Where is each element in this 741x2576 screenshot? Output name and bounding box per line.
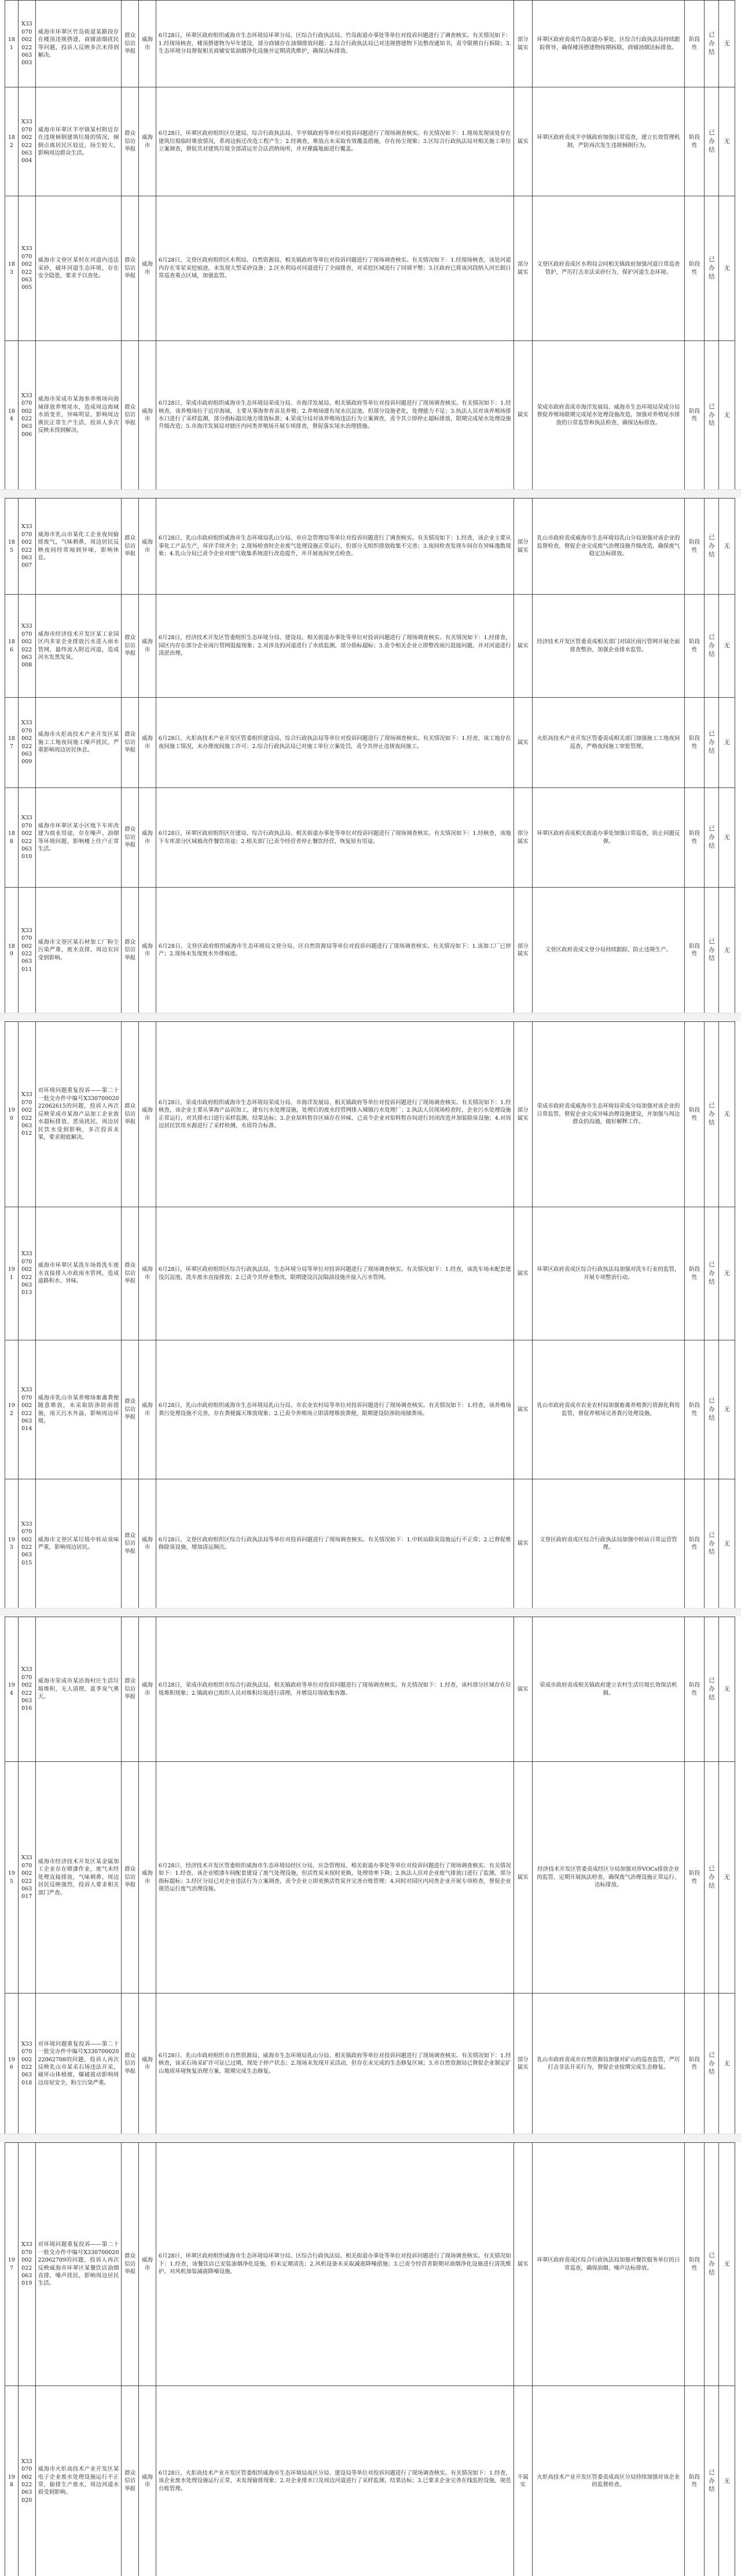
cell-responsible: 部分属实	[513, 1022, 532, 1207]
cell-responsible: 属实	[513, 1762, 532, 1994]
cell-type: 群众信访举报	[122, 2143, 139, 2386]
cell-status	[705, 2143, 719, 2386]
cell-resolution: 6月28日，乳山市政府组织威海市生态环境局乳山分局、市应急管理局等单位对投诉问题进行了调查核实。有关情况如下：1.经查，该企业主要从事化工产品生产，环评手续齐全；2.现场检查时企业废气处理设施正常运行，但部分无组织排放收集不完善；3.夜间检查发现车间存在异味逸散现象；4.乳山分局已责令企业对废气收集系统进行改造提升，并开展夜间突击检查。	[156, 499, 513, 595]
status-text: 已办结	[709, 825, 715, 849]
cell-status	[705, 788, 719, 888]
ledger-page	[0, 1021, 741, 1608]
cell-resolution: 6月28日，文登区政府组织威海市生态环境局文登分局、区自然资源局等单位对投诉问题进行了现场调查核实。有关情况如下：1.该加工厂已停产；2.现场未发现废水外排痕迹。	[156, 888, 513, 1013]
cell-code: X33070002022063007	[18, 499, 35, 595]
table-row	[5, 1994, 735, 2134]
misc-text: 无	[724, 1406, 730, 1413]
cell-rectification: 文登区政府责成区水利局会同相关镇政府加强河道日常巡查管护，严厉打击非法采砂行为，保护河道生态环境。	[532, 196, 684, 341]
cell-code: X33070002022063016	[18, 1617, 35, 1762]
cell-district: 威海市	[139, 1022, 156, 1207]
cell-resolution: 6月28日，荣成市政府组织市综合行政执法局、相关镇政府等单位对投诉问题进行了现场调查核实。有关情况如下：1.经查，该村部分区域存在垃圾堆积现象；2.镇政府已组织人员对堆积垃圾进行清理，并增设垃圾收集容器。	[156, 1617, 513, 1762]
cell-district: 威海市	[139, 2386, 156, 2576]
cell-summary: 威海市文登区某石材加工厂粉尘污染严重，废水直排，周边农田受到影响。	[35, 888, 122, 1013]
status-text: 已办结	[709, 31, 715, 56]
cell-summary: 威海市环翠区竹岛街道某路段存在楼顶违规搭建，商铺油烟扰民等问题，投诉人反映多次未得到解决。	[35, 1, 122, 87]
cell-type: 群众信访举报	[122, 595, 139, 698]
cell-responsible: 属实	[513, 1207, 532, 1340]
cell-no: 185	[5, 499, 19, 595]
cell-status	[705, 87, 719, 196]
cell-type: 群众信访举报	[122, 1479, 139, 1608]
cell-code: X33070002022063010	[18, 788, 35, 888]
cell-rectification: 乳山市政府责成市农业农村局加强畜禽养殖粪污资源化利用监管，督促养殖场完善粪污处理设施。	[532, 1340, 684, 1479]
cell-code: X33070002022063008	[18, 595, 35, 698]
cell-deadline: 阶段性	[684, 1994, 704, 2134]
cell-no: 195	[5, 1762, 19, 1994]
cell-deadline: 阶段性	[684, 1762, 704, 1994]
cell-responsible: 属实	[513, 87, 532, 196]
cell-misc	[719, 341, 735, 490]
misc-text: 无	[724, 543, 730, 550]
cell-code: X33070002022063011	[18, 888, 35, 1013]
cell-status	[705, 1479, 719, 1608]
cell-misc	[719, 788, 735, 888]
cell-status	[705, 499, 719, 595]
cell-district: 威海市	[139, 1617, 156, 1762]
cell-summary: 威海市火炬高技术产业开发区某电子企业废水处理设施运行不正常，偷排生产废水，周边河道水质受到影响。	[35, 2386, 122, 2576]
cell-no: 184	[5, 341, 19, 490]
table-row	[5, 1479, 735, 1608]
cell-type: 群众信访举报	[122, 788, 139, 888]
cell-responsible: 不属实	[513, 2386, 532, 2576]
cell-summary: 威海市环翠区某小区地下车库改建为商业用途，存在噪声、油烟等环境问题，影响楼上住户正常生活。	[35, 788, 122, 888]
status-text: 已办结	[709, 256, 715, 280]
cell-code: X33070002022063003	[18, 1, 35, 87]
cell-status	[705, 341, 719, 490]
cell-resolution: 6月28日，乳山市政府组织市自然资源局、威海市生态环境局乳山分局、相关镇政府等单位对投诉问题进行了现场调查核实。有关情况如下：1.经核查，该采石场采矿许可证已过期，现处于停产状态；2.现场未发现开采活动，但存在未完成的生态修复区域；3.市自然资源局已督促企业制定矿山地质环境恢复治理方案，限期完成生态修复。	[156, 1994, 513, 2134]
cell-no: 187	[5, 698, 19, 788]
cell-misc	[719, 1479, 735, 1608]
cell-deadline: 阶段性	[684, 1207, 704, 1340]
cell-status	[705, 1762, 719, 1994]
cell-resolution: 6月28日，经济技术开发区管委组织生态环境分局、建设局、相关街道办事处等单位对投诉问题进行了现场调查核实。有关情况如下：1.经排查，园区内存在部分企业雨污管网混接现象；2.对涉及的河道进行了水质监测，部分指标超标；3.责令相关企业立即整改雨污混接问题，并对河道进行清淤治理。	[156, 595, 513, 698]
cell-deadline: 阶段性	[684, 2386, 704, 2576]
cell-district: 威海市	[139, 888, 156, 1013]
cell-status	[705, 698, 719, 788]
cell-no: 197	[5, 2143, 19, 2386]
cell-responsible: 属实	[513, 2143, 532, 2386]
cell-code: X33070002022063018	[18, 1994, 35, 2134]
table-row	[5, 1340, 735, 1479]
table-row	[5, 595, 735, 698]
misc-text: 无	[724, 1540, 730, 1547]
cell-district: 威海市	[139, 499, 156, 595]
case-ledger-table	[5, 1021, 735, 1608]
status-text: 已办结	[709, 937, 715, 962]
table-row	[5, 1762, 735, 1994]
cell-summary: 威海市经济技术开发区某工业园区内多家企业排放污水进入雨水管网，最终流入附近河道，造成河水发黑发臭。	[35, 595, 122, 698]
cell-responsible: 部分属实	[513, 888, 532, 1013]
cell-rectification: 荣成市政府责成市海洋发展局、威海市生态环境局荣成分局督促养殖场限期完成尾水处理设施改造，加强对养殖尾水排放的日常监管和执法检查，确保达标排放。	[532, 341, 684, 490]
cell-summary: 威海市乳山市某养殖场畜禽粪便随意堆放，未采取防渗防雨措施，雨天污水外溢，影响周边环境。	[35, 1340, 122, 1479]
cell-summary: 威海市荣成市某海参养殖场向海域排放养殖尾水，造成周边海域水质变差，异味明显，影响周边渔民正常生产生活，投诉人多次反映未得到解决。	[35, 341, 122, 490]
cell-type: 群众信访举报	[122, 1617, 139, 1762]
cell-misc	[719, 196, 735, 341]
ledger-page	[0, 1617, 741, 2134]
cell-no: 191	[5, 1207, 19, 1340]
status-text: 已办结	[709, 2051, 715, 2076]
cell-misc	[719, 2386, 735, 2576]
cell-summary: 威海市文登区某村在河道内违法采砂，破坏河道生态环境，存在安全隐患，要求予以查处。	[35, 196, 122, 341]
misc-text: 无	[724, 411, 730, 419]
cell-responsible: 属实	[513, 1479, 532, 1608]
cell-deadline: 阶段性	[684, 698, 704, 788]
cell-rectification: 火炬高技术产业开发区管委责成相关部门加强施工工地夜间巡查，严格夜间施工审批管理。	[532, 698, 684, 788]
table-row	[5, 2143, 735, 2386]
status-text: 已办结	[709, 1397, 715, 1421]
cell-misc	[719, 1617, 735, 1762]
cell-no: 194	[5, 1617, 19, 1762]
cell-code: X33070002022063017	[18, 1762, 35, 1994]
cell-summary: 威海市乳山市某化工企业夜间偷排废气，气味刺鼻，周边居民反映夜间经常闻到异味，影响休息。	[35, 499, 122, 595]
cell-summary: 对环境问题重复投诉——第二十一批交办件中编号X33070002022062615的问题，投诉人再次反映荣成市某海产品加工企业废水超标排放、恶臭扰民，周边居民饮水受到影响，多次投诉未果，要求彻底解决。	[35, 1022, 122, 1207]
cell-no: 186	[5, 595, 19, 698]
table-row	[5, 788, 735, 888]
cell-resolution: 6月28日，环翠区政府组织威海市生态环境局环翠分局、区综合行政执法局、竹岛街道办事处等单位对投诉问题进行了调查核实。有关情况如下：1.经现场核查，楼顶搭建物为早年建设，部分商铺存在油烟排放问题；2.综合行政执法局已对违规搭建物下达整改通知书，责令限期自行拆除；3.生态环境分局督促相关商铺安装油烟净化设施并定期清洗维护，确保达标排放。	[156, 1, 513, 87]
cell-no: 182	[5, 87, 19, 196]
cell-rectification: 环翠区政府责成羊亭镇政府加强日常巡查，建立长效管理机制，严防再次发生违规倾倒行为。	[532, 87, 684, 196]
cell-code: X33070002022063020	[18, 2386, 35, 2576]
misc-text: 无	[724, 1685, 730, 1693]
cell-rectification: 环翠区政府责成竹岛街道办事处、区综合行政执法局持续跟踪督导，确保楼顶搭建物按期拆除，商铺油烟达标排放。	[532, 1, 684, 87]
cell-resolution: 6月28日，环翠区政府组织威海市生态环境局环翠分局、区综合行政执法局、相关街道办事处等单位对投诉问题进行了现场调查核实。有关情况如下：1.经查，该餐饮店已安装油烟净化设施，但未定期清洗；2.风机设备未采取减震降噪措施；3.已责令经营者限期对油烟净化设施进行清洗维护，对风机加装减震降噪设施。	[156, 2143, 513, 2386]
table-row	[5, 341, 735, 490]
cell-deadline: 阶段性	[684, 341, 704, 490]
cell-district: 威海市	[139, 1340, 156, 1479]
cell-no: 190	[5, 1022, 19, 1207]
status-text: 已办结	[709, 1677, 715, 1701]
cell-summary: 威海市环翠区某洗车场将洗车废水直接排入市政雨水管网，造成道路积水、异味。	[35, 1207, 122, 1340]
status-text: 已办结	[709, 1261, 715, 1285]
cell-misc	[719, 499, 735, 595]
misc-text: 无	[724, 2260, 730, 2268]
cell-deadline: 阶段性	[684, 2143, 704, 2386]
misc-text: 无	[724, 642, 730, 650]
cell-deadline: 阶段性	[684, 888, 704, 1013]
cell-misc	[719, 1, 735, 87]
cell-resolution: 6月28日，荣成市政府组织威海市生态环境局荣成分局、市海洋发展局、相关镇政府等单位对投诉问题进行了现场调查核实。有关情况如下：1.经核查，该养殖场位于近岸海域，主要从事海参育苗及养殖；2.养殖场建有尾水沉淀池，但部分设施老化，处理能力不足；3.执法人员对该养殖场排水口进行了采样监测，部分指标超出地方排放标准；4.荣成分局对该养殖场违法行为立案调查，责令其立即停止超标排放，限期完成尾水处理设施升级改造；5.市海洋发展局对辖区内同类养殖场开展专项排查，督促落实尾水治理措施。	[156, 341, 513, 490]
cell-resolution: 6月28日，经济技术开发区管委组织威海市生态环境局经区分局、应急管理局、相关街道办事处等单位对投诉问题进行了现场调查核实。有关情况如下：1.经查，该企业喷漆车间配套建设了废气处理设施，但活性炭未按时更换，处理效率下降；2.执法人员对企业废气排放口进行了监测，部分指标超标；3.经区分局已对企业违法行为立案调查，责令企业立即更换活性炭并完善台账管理；4.同时对园区内同类企业开展专项检查，督促企业规范运行废气治理设施。	[156, 1762, 513, 1994]
cell-rectification: 乳山市政府责成威海市生态环境局乳山分局加强对该企业的监督检查，督促企业完成废气治理设施升级改造，确保废气稳定达标排放。	[532, 499, 684, 595]
cell-deadline: 阶段性	[684, 1, 704, 87]
table-row	[5, 499, 735, 595]
cell-district: 威海市	[139, 1762, 156, 1994]
cell-no: 192	[5, 1340, 19, 1479]
cell-type: 群众信访举报	[122, 1994, 139, 2134]
cell-responsible: 部分属实	[513, 788, 532, 888]
cell-rectification: 文登区政府责成区综合行政执法局加强中转站日常运营管理。	[532, 1479, 684, 1608]
cell-responsible: 属实	[513, 1340, 532, 1479]
cell-district: 威海市	[139, 196, 156, 341]
cell-type: 群众信访举报	[122, 87, 139, 196]
status-text: 已办结	[709, 730, 715, 754]
status-text: 已办结	[709, 1531, 715, 1556]
cell-responsible: 属实	[513, 1617, 532, 1762]
cell-district: 威海市	[139, 698, 156, 788]
cell-misc	[719, 2143, 735, 2386]
cell-misc	[719, 1994, 735, 2134]
cell-type: 群众信访举报	[122, 1340, 139, 1479]
cell-type: 群众信访举报	[122, 1022, 139, 1207]
case-ledger-table	[5, 2142, 735, 2576]
cell-rectification: 环翠区政府责成相关街道办事处加强日常巡查，防止问题反弹。	[532, 788, 684, 888]
cell-no: 189	[5, 888, 19, 1013]
cell-district: 威海市	[139, 1994, 156, 2134]
cell-resolution: 6月28日，环翠区政府组织区住建局、综合行政执法局、羊亭镇政府等单位对投诉问题进行了现场调查核实。有关情况如下：1.现场发现该处存在建筑垃圾临时堆放情况，系周边拆迁改造工程产生；2.经调查，堆放点未采取有效覆盖措施，存在扬尘现象；3.区综合行政执法局对相关施工单位立案调查，督促其对建筑垃圾全部清运至合法消纳场所，并对裸露地面进行覆盖。	[156, 87, 513, 196]
cell-code: X33070002022063004	[18, 87, 35, 196]
cell-resolution: 6月28日，文登区政府组织区综合行政执法局等单位对投诉问题进行了现场调查核实。有关情况如下：1.中转站除臭设施运行不正常；2.已督促维修除臭设施，增加清运频次。	[156, 1479, 513, 1608]
cell-type: 群众信访举报	[122, 196, 139, 341]
cell-status	[705, 196, 719, 341]
table-row	[5, 1, 735, 87]
status-text: 已办结	[709, 2468, 715, 2493]
status-text: 已办结	[709, 1865, 715, 1889]
table-row	[5, 2386, 735, 2576]
cell-misc	[719, 1207, 735, 1340]
cell-deadline: 阶段性	[684, 788, 704, 888]
cell-status	[705, 1207, 719, 1340]
cell-type: 群众信访举报	[122, 1762, 139, 1994]
cell-status	[705, 2386, 719, 2576]
table-row	[5, 87, 735, 196]
cell-code: X33070002022063014	[18, 1340, 35, 1479]
cell-deadline: 阶段性	[684, 196, 704, 341]
cell-rectification: 环翠区政府责成区综合行政执法局加强对洗车行业的监管，开展专项整治行动。	[532, 1207, 684, 1340]
cell-misc	[719, 1022, 735, 1207]
cell-deadline: 阶段性	[684, 87, 704, 196]
cell-summary: 威海市荣成市某沿海村庄生活垃圾堆积，无人清理，夏季臭气熏天。	[35, 1617, 122, 1762]
cell-misc	[719, 888, 735, 1013]
case-ledger-table	[5, 1617, 735, 2134]
cell-district: 威海市	[139, 788, 156, 888]
cell-responsible: 属实	[513, 341, 532, 490]
cell-code: X33070002022063012	[18, 1022, 35, 1207]
cell-no: 181	[5, 1, 19, 87]
cell-resolution: 6月28日，火炬高技术产业开发区管委组织建设局、综合行政执法局等单位对投诉问题进行了现场调查核实。有关情况如下：1.经查，该工地存在夜间施工情况，未办理夜间施工许可；2.综合行政执法局已对施工单位立案处罚，责令其停止违规夜间施工。	[156, 698, 513, 788]
cell-summary: 威海市火炬高技术产业开发区某施工工地夜间施工噪声扰民，严重影响周边居民休息。	[35, 698, 122, 788]
cell-responsible: 部分属实	[513, 499, 532, 595]
cell-type: 群众信访举报	[122, 499, 139, 595]
cell-type: 群众信访举报	[122, 2386, 139, 2576]
cell-no: 188	[5, 788, 19, 888]
cell-resolution: 6月28日，环翠区政府组织区住建局、综合行政执法局、相关街道办事处等单位对投诉问题进行了现场调查核实。有关情况如下：1.经核查，该地下车库部分区域被改作餐饮用途；2.相关部门已责令经营者停止餐饮经营，恢复原有用途。	[156, 788, 513, 888]
misc-text: 无	[724, 1874, 730, 1881]
cell-misc	[719, 1762, 735, 1994]
cell-type: 群众信访举报	[122, 888, 139, 1013]
cell-rectification: 环翠区政府责成区综合行政执法局加强对餐饮服务单位的日常巡查，确保油烟、噪声达标排放。	[532, 2143, 684, 2386]
status-text: 已办结	[709, 534, 715, 558]
cell-summary: 对环境问题重复投诉——第二十一批交办件中编号X33070002022062708的问题，投诉人再次反映乳山市某采石场违法开采，破坏山体植被，爆破震动影响周边房屋安全，粉尘污染严重。	[35, 1994, 122, 2134]
status-text: 已办结	[709, 1102, 715, 1126]
cell-deadline: 阶段性	[684, 1022, 704, 1207]
cell-rectification: 经济技术开发区管委责成相关部门对园区雨污管网开展全面排查整治，加强企业排水监管。	[532, 595, 684, 698]
cell-district: 威海市	[139, 1207, 156, 1340]
cell-deadline: 阶段性	[684, 1617, 704, 1762]
case-ledger-table	[5, 498, 735, 1013]
table-row	[5, 1617, 735, 1762]
misc-text: 无	[724, 2060, 730, 2067]
cell-misc	[719, 595, 735, 698]
misc-text: 无	[724, 1111, 730, 1118]
cell-responsible: 部分属实	[513, 196, 532, 341]
cell-type: 群众信访举报	[122, 698, 139, 788]
cell-status	[705, 595, 719, 698]
cell-district: 威海市	[139, 2143, 156, 2386]
cell-status	[705, 1994, 719, 2134]
cell-no: 198	[5, 2386, 19, 2576]
cell-deadline: 阶段性	[684, 1340, 704, 1479]
cell-code: X33070002022063009	[18, 698, 35, 788]
cell-no: 193	[5, 1479, 19, 1608]
cell-status	[705, 1, 719, 87]
cell-no: 196	[5, 1994, 19, 2134]
cell-code: X33070002022063005	[18, 196, 35, 341]
cell-rectification: 火炬高技术产业开发区管委责成高区分局持续加强对该企业的监督检查。	[532, 2386, 684, 2576]
cell-deadline: 阶段性	[684, 595, 704, 698]
cell-rectification: 经济技术开发区管委责成经区分局加强对涉VOCs排放企业的监管，定期开展执法检查，确保废气治理设施正常运行、达标排放。	[532, 1762, 684, 1994]
cell-misc	[719, 87, 735, 196]
cell-code: X33070002022063015	[18, 1479, 35, 1608]
cell-district: 威海市	[139, 87, 156, 196]
cell-code: X33070002022063006	[18, 341, 35, 490]
misc-text: 无	[724, 739, 730, 746]
table-row	[5, 888, 735, 1013]
misc-text: 无	[724, 138, 730, 145]
misc-text: 无	[724, 834, 730, 841]
cell-responsible: 属实	[513, 595, 532, 698]
table-row	[5, 1022, 735, 1207]
cell-no: 183	[5, 196, 19, 341]
misc-text: 无	[724, 946, 730, 954]
cell-misc	[719, 1340, 735, 1479]
cell-resolution: 6月28日，荣成市政府组织威海市生态环境局荣成分局、市海洋发展局、相关镇政府等单位对投诉问题进行了现场调查核实。有关情况如下：1.经核查，该企业主要从事海产品初加工，建有污水处理设施，处理后的废水经管网排入城镇污水处理厂；2.执法人员现场检查时，企业污水处理设施正常运行，对其排水口进行采样监测，结果达标；3.企业原料暂存区域存在异味，已责令企业对原料暂存间进行封闭改造并加装除臭设施；4.对周边居民饮用水源进行了采样检测，水质符合标准。	[156, 1022, 513, 1207]
cell-summary: 对环境问题重复投诉——第二十一批交办件中编号X33070002022062709的问题，投诉人再次反映威海市环翠区某餐饮店油烟直排，噪声扰民，影响周边居民生活。	[35, 2143, 122, 2386]
cell-misc	[719, 698, 735, 788]
table-row	[5, 698, 735, 788]
cell-code: X33070002022063013	[18, 1207, 35, 1340]
cell-resolution: 6月28日，乳山市政府组织威海市生态环境局乳山分局、市农业农村局等单位对投诉问题进行了现场调查核实。有关情况如下：1.经查，该养殖场粪污处理设施不完善，存在粪便露天堆放现象；2.已责令养殖场立即清理堆放粪便，限期建设防渗防雨储粪场。	[156, 1340, 513, 1479]
cell-resolution: 6月28日，文登区政府组织区水利局、自然资源局、相关镇政府等单位对投诉问题进行了现场调查核实。有关情况如下：1.经现场核查，该处河道内存在零星采挖痕迹，未发现大型采砂设备；2.区水利局对河道进行了全面排查，对采挖区域进行了回填平整；3.区政府已将该河段纳入河长制日常巡查重点区域，加强监管。	[156, 196, 513, 341]
cell-status	[705, 1617, 719, 1762]
status-text: 已办结	[709, 2252, 715, 2276]
cell-type: 群众信访举报	[122, 1207, 139, 1340]
cell-code: X33070002022063019	[18, 2143, 35, 2386]
case-ledger-table	[5, 0, 735, 489]
cell-status	[705, 1022, 719, 1207]
cell-rectification: 荣成市政府责成相关镇政府建立农村生活垃圾长效保洁机制。	[532, 1617, 684, 1762]
status-text: 已办结	[709, 402, 715, 427]
misc-text: 无	[724, 1270, 730, 1277]
cell-status	[705, 888, 719, 1013]
misc-text: 无	[724, 2477, 730, 2485]
cell-district: 威海市	[139, 341, 156, 490]
cell-deadline: 阶段性	[684, 499, 704, 595]
cell-summary: 威海市经济技术开发区某金属加工企业存在喷漆作业，废气未经处理直接排放，气味刺鼻，周边居民反映强烈，投诉人要求相关部门严查。	[35, 1762, 122, 1994]
status-text: 已办结	[709, 129, 715, 153]
cell-district: 威海市	[139, 595, 156, 698]
ledger-page	[0, 2142, 741, 2576]
status-text: 已办结	[709, 633, 715, 658]
ledger-page	[0, 0, 741, 489]
cell-rectification: 荣成市政府责成威海市生态环境局荣成分局加强对该企业的日常监管，督促企业完成异味治理设施建设，并加强与周边群众的沟通，做好解释工作。	[532, 1022, 684, 1207]
cell-responsible: 属实	[513, 698, 532, 788]
cell-type: 群众信访举报	[122, 1, 139, 87]
cell-resolution: 6月28日，环翠区政府组织区综合行政执法局、生态环境分局等单位对投诉问题进行了现场调查核实。有关情况如下：1.经查，该洗车场未配套建设沉淀池，洗车废水直接排放；2.已责令其停业整改，限期建设沉淀隔油设施并接入污水管网。	[156, 1207, 513, 1340]
cell-responsible: 部分属实	[513, 1994, 532, 2134]
cell-status	[705, 1340, 719, 1479]
cell-rectification: 乳山市政府责成市自然资源局加强对矿山的巡查监管，严厉打击非法开采行为，督促企业按期完成生态修复。	[532, 1994, 684, 2134]
ledger-page	[0, 498, 741, 1013]
cell-summary: 威海市环翠区羊亭镇某村附近存在违规倾倒建筑垃圾的情况，倾倒点离居民区较近，扬尘较大，影响周边群众生活。	[35, 87, 122, 196]
cell-resolution: 6月28日，火炬高技术产业开发区管委组织威海市生态环境局高区分局、建设局等单位对投诉问题进行了现场调查核实。有关情况如下：1.经查，该企业废水处理设施运行正常，未发现偷排现象；2.对企业排水口及周边河道进行了采样监测，结果达标；3.已要求企业完善在线监控设施，规范台账管理。	[156, 2386, 513, 2576]
misc-text: 无	[724, 40, 730, 47]
cell-district: 威海市	[139, 1, 156, 87]
misc-text: 无	[724, 265, 730, 272]
cell-district: 威海市	[139, 1479, 156, 1608]
cell-responsible: 部分属实	[513, 1, 532, 87]
cell-deadline: 阶段性	[684, 1479, 704, 1608]
cell-summary: 威海市文登区某垃圾中转站臭味严重，影响周边居民。	[35, 1479, 122, 1608]
table-row	[5, 196, 735, 341]
table-row	[5, 1207, 735, 1340]
cell-rectification: 文登区政府责成文登分局持续跟踪，防止违规生产。	[532, 888, 684, 1013]
cell-type: 群众信访举报	[122, 341, 139, 490]
